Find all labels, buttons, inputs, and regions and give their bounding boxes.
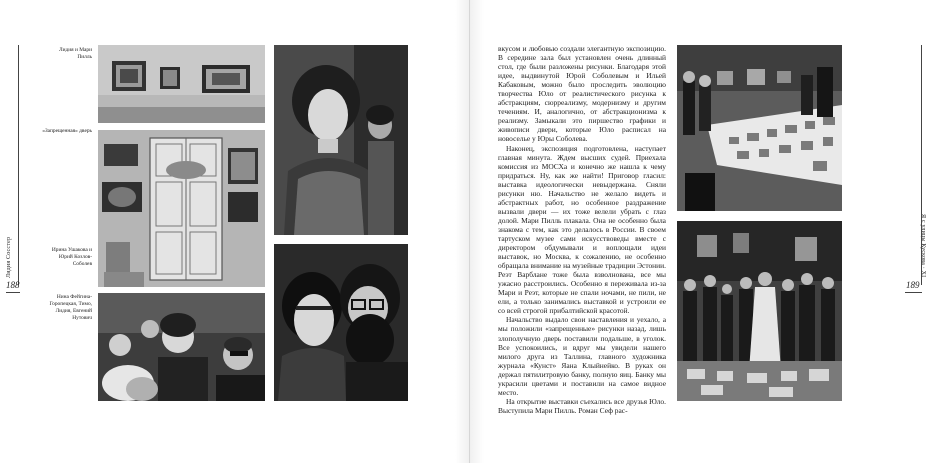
caption-irina-yuri: Ирина Ушакова и Юрий Козлов-Соболев xyxy=(51,247,92,267)
caption-lidia-mari: Лидия и Мари Пилль xyxy=(59,47,92,60)
photo-couple xyxy=(274,244,408,401)
right-page-number-rule xyxy=(905,292,922,293)
paragraph-2: Наконец, экспозиция подготовлена, наступает главная минута. Ждем высших судей. Приехала комиссия из МОСХа и конечно же нашла к чему придраться. Ну, как же найти! Приговор гласил: выставка идеологически невыдержана. Сняли рисунки ню. Начальство не желало видеть и абстрактных работ, но особенное раздражение вызвали двери — их тоже велели убрать с глаз долой. Мари Пилль плакала. Она не особенно была знакома с тем, как это делалось в России. В своем тартуском музее сами искусствоведы вместе с директором обдумывали и воплощали идеи выставок, но Москва, к сожалению, не особенно обращала внимание на музейные традиции Эстонии. Реэт Варблане тоже была взволнована, все мы ужасно расстроились. Особенно я переживала из-за Мари и Реэт, которые не спали ночами, не пили, не ели, а только занимались выставкой и устроили ее со всей строгой прибалтийской красотой. xyxy=(498,143,666,316)
left-margin-rule xyxy=(18,45,19,285)
left-page-number: 188 xyxy=(6,280,20,290)
paragraph-1: вкусом и любовью создали элегантную экспозицию. В середине зала был установлен очень длинный стол, где были разложены рисунки. Благодаря этой идее, выдвинутой Юрой Соболевым и Ильей Кабаковым, можно было проследить эволюцию творчества Юло от реалистического рисунка к абстракциям, сюрреализму, модернизму и другим течениям. И, аналогично, от абстракционизма к реализму. Замыкали это пиршество графики и живописи двери, которые Юло расписал на новоселье у Юры Соболева. xyxy=(498,44,666,144)
photo-group-people xyxy=(98,293,265,401)
caption-forbidden-door: «Запрещенная» дверь xyxy=(42,128,92,134)
main-text-column xyxy=(498,44,666,415)
photo-gallery-wall xyxy=(98,45,265,123)
spine-shadow-right xyxy=(470,0,484,463)
photo-forbidden-door xyxy=(98,130,265,287)
right-margin-rule xyxy=(921,45,922,285)
caption-group: Нина Фейгина-Горопецкая, Тимо, Лидия, Евгений Нутович xyxy=(49,294,92,321)
right-page-number: 189 xyxy=(906,280,920,290)
left-page-number-rule xyxy=(6,292,20,293)
paragraph-4: На открытие выставки съехались все друзья Юло. Выступила Мари Пилль. Роман Сеф рас- xyxy=(498,396,666,415)
left-running-head: Лидия Сосстер xyxy=(6,236,12,278)
book-gutter xyxy=(469,0,470,463)
spine-shadow-left xyxy=(455,0,469,463)
photo-exhibition-hall xyxy=(677,45,842,211)
paragraph-3: Начальство выдало свои наставления и уехало, а мы положили «запрещенные» рисунки назад, лишь злополучную дверь поставили подальше, в уголок. Все успокоились, и вдруг мы увидели нашего милого друга из Таллина, главного художника журнала «Кунст» Яана Клыйнейко. В руках он держал пятилитровую банку, полную яиц. Банку мы украсили цветами и поставили на самое видное место. xyxy=(498,315,666,397)
right-running-head: Я с улицы Кускова · XI xyxy=(920,214,926,278)
photo-opening-crowd xyxy=(677,221,842,401)
photo-woman-portrait xyxy=(274,45,408,235)
